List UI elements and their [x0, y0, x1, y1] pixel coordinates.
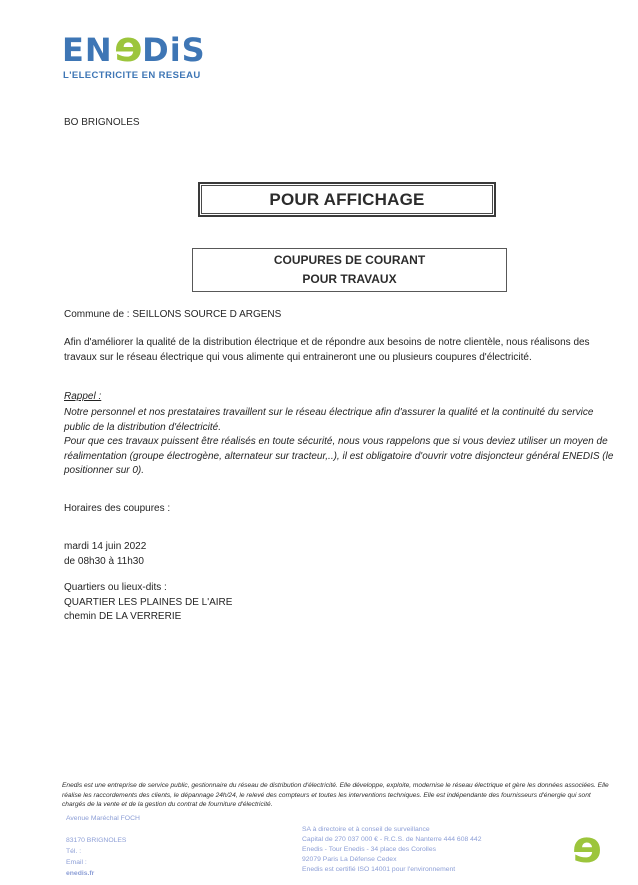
footer-email-label: Email :	[66, 859, 87, 866]
banner-coupures	[192, 248, 507, 292]
logo-text-right: DiS	[142, 31, 206, 69]
quartiers-block	[64, 581, 232, 625]
enedis-e-icon: e	[112, 22, 143, 71]
enedis-logo	[62, 22, 206, 71]
footer-address-line1: Avenue Maréchal FOCH	[66, 815, 140, 822]
footer-address-line2: 83170 BRIGNOLES	[66, 837, 127, 844]
horaires-label: Horaires des coupures :	[64, 503, 171, 514]
intro-paragraph: Afin d'améliorer la qualité de la distribution électrique et de répondre aux besoins de notre clientèle, nous réalisons des travaux sur le réseau électrique qui vous alimente qui entraineront une ou plusieurs coupures d'électricité.	[64, 337, 590, 363]
footer-company-line: 92079 Paris La Défense Cedex	[302, 855, 397, 863]
quartier-name: QUARTIER LES PLAINES DE L'AIRE	[64, 596, 233, 608]
rappel-paragraph-2: Pour que ces travaux puissent être réalisés en toute sécurité, nous vous rappelons que si vous deviez utiliser un moyen de réalimentation (groupe électrogène, alternateur sur tracteur,..), il est obligatoire d'ouvrir votre disjoncteur général ENEDIS (le positionner sur 0).	[64, 436, 614, 477]
outage-dates	[64, 539, 146, 569]
footer-tel-label: Tél. :	[66, 848, 82, 855]
legal-fine-print: Enedis est une entreprise de service public, gestionnaire du réseau de distribution d'électricité. Elle développe, exploite, modernise le réseau électrique et gère les données associées. Elle réalise les raccordements des clients, le dépannage 24h/24, le relevé des compteurs et toutes les interventions techniques. Elle est indépendante des fournisseurs d'énergie qui sont chargés de la vente et de la gestion du contrat de fourniture d'électricité.	[62, 782, 609, 809]
outage-time: de 08h30 à 11h30	[64, 556, 144, 567]
enedis-e-mark-icon: e	[572, 822, 602, 873]
rappel-paragraph-1: Notre personnel et nos prestataires travaillent sur le réseau électrique afin d'assurer la qualité et la continuité du service public de la distribution d'électricité.	[64, 407, 594, 433]
footer-left-block	[66, 835, 126, 879]
footer-company-line: SA à directoire et à conseil de surveillance	[302, 826, 430, 833]
logo-text-left: EN	[62, 31, 113, 69]
rappel-paragraphs	[64, 406, 616, 479]
commune-line: Commune de : SEILLONS SOURCE D ARGENS	[64, 309, 282, 320]
banner-coupures-line1: COUPURES DE COURANT	[273, 253, 426, 267]
footer-company-block	[302, 825, 481, 875]
rappel-label: Rappel :	[64, 391, 102, 402]
quartier-street: chemin DE LA VERRERIE	[64, 611, 182, 622]
quartiers-label: Quartiers ou lieux-dits :	[64, 582, 167, 593]
footer-company-line: Enedis - Tour Enedis - 34 place des Corolles	[302, 845, 436, 853]
outage-date: mardi 14 juin 2022	[64, 541, 147, 552]
footer-company-line: Capital de 270 037 000 € - R.C.S. de Nanterre 444 608 442	[302, 835, 482, 843]
banner-coupures-line2: POUR TRAVAUX	[302, 272, 397, 286]
footer-website: enedis.fr	[66, 870, 95, 877]
banner-pour-affichage: POUR AFFICHAGE	[201, 185, 493, 214]
office-name: BO BRIGNOLES	[64, 117, 140, 128]
logo-tagline: L'ELECTRICITE EN RESEAU	[63, 70, 201, 81]
footer-company-line: Enedis est certifié ISO 14001 pour l'environnement	[302, 865, 456, 873]
